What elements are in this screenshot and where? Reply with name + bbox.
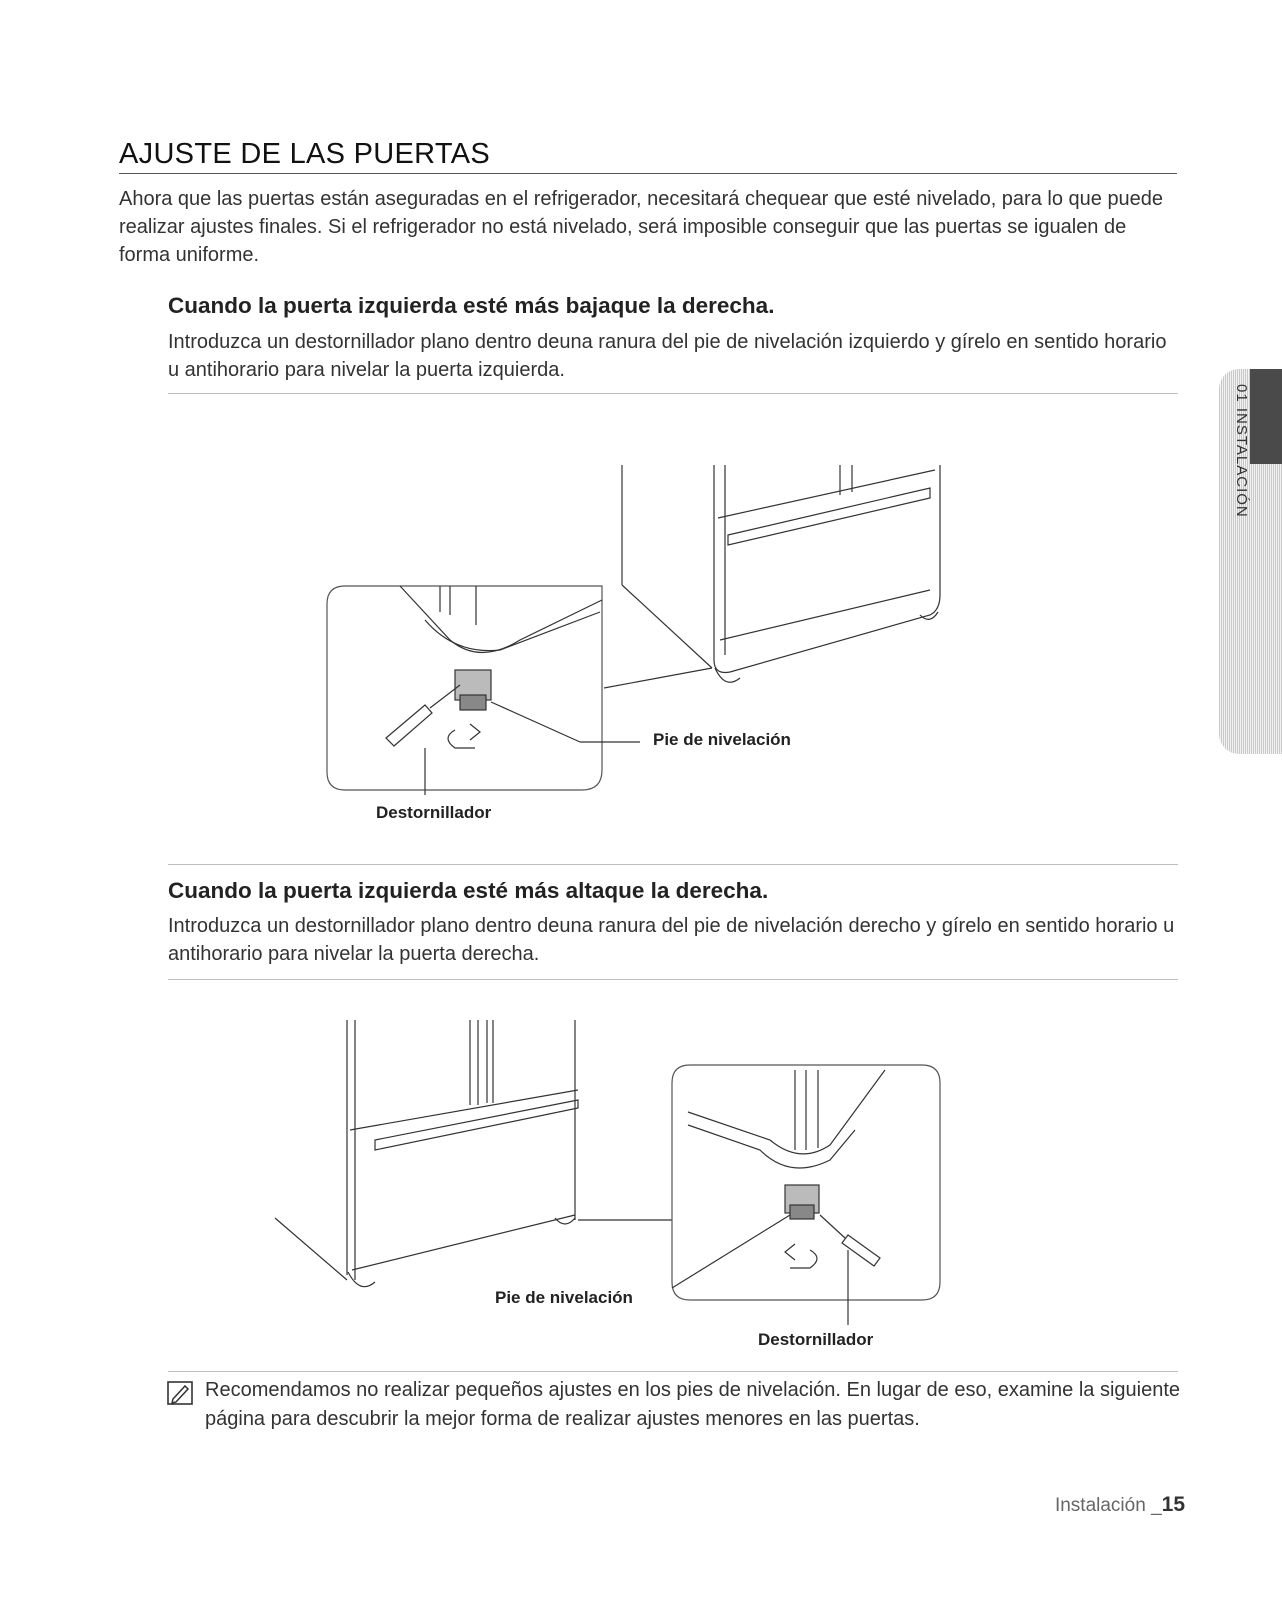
label-screwdriver: Destornillador (376, 803, 492, 822)
label-leveling-foot: Pie de nivelación (495, 1288, 633, 1307)
note-text: Recomendamos no realizar pequeños ajustes en los pies de nivelación. En lugar de eso, examine la siguiente página para descubrir la mejor forma de realizar ajustes menores en las puertas. (205, 1379, 1181, 1430)
heading-left-door-lower: Cuando la puerta izquierda esté más bajaque la derecha. (168, 293, 775, 318)
label-leveling-foot: Pie de nivelación (653, 730, 791, 749)
section-divider (168, 1371, 1178, 1372)
page-number: 15 (1161, 1493, 1185, 1516)
page-footer (1055, 1493, 1185, 1517)
heading-left-door-higher: Cuando la puerta izquierda esté más altaque la derecha. (168, 878, 769, 903)
chapter-tab-label: 01 INSTALACIÓN (1233, 384, 1250, 518)
intro-paragraph: Ahora que las puertas están aseguradas en el refrigerador, necesitará chequear que esté nivelado, para lo que puede realizar ajustes finales. Si el refrigerador no está nivelado, será imposible conseguir que las puertas se igualen de forma uniforme. (119, 188, 1164, 266)
instruction-left-door-lower: Introduzca un destornillador plano dentro deuna ranura del pie de nivelación izquierdo y gírelo en sentido horario u antihorario para nivelar la puerta izquierda. (168, 331, 1167, 381)
label-screwdriver: Destornillador (758, 1330, 874, 1349)
note-icon (167, 1381, 193, 1405)
page-title: AJUSTE DE LAS PUERTAS (119, 138, 491, 170)
instruction-left-door-higher: Introduzca un destornillador plano dentro deuna ranura del pie de nivelación derecho y gírelo en sentido horario u antihorario para nivelar la puerta derecha. (168, 915, 1175, 965)
footer-section: Instalación _ (1054, 1495, 1162, 1516)
